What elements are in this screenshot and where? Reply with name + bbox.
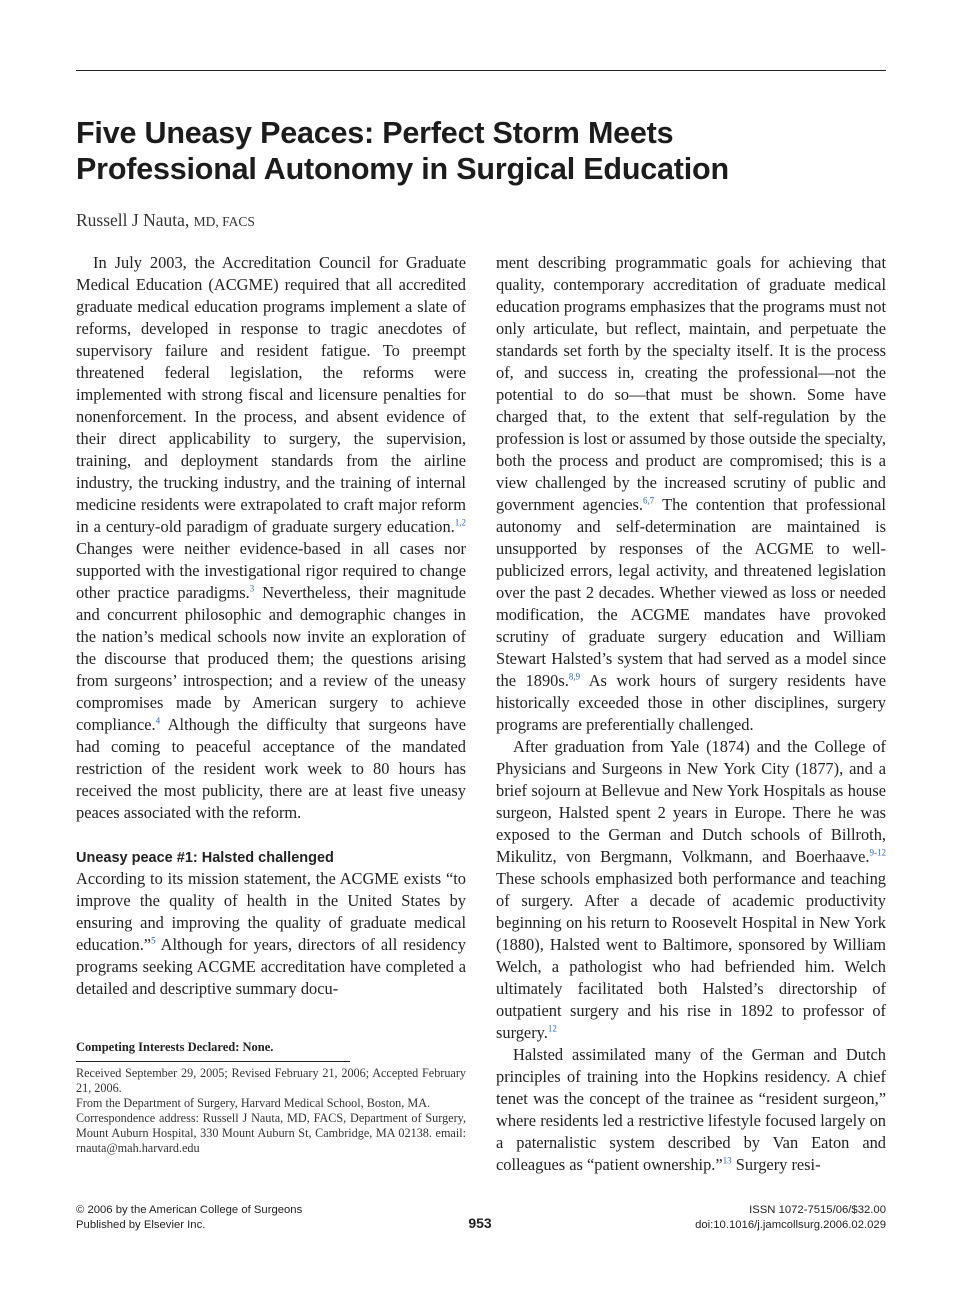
text-run: As work hours of surgery residents have historically exceeded those in other disciplines, surgery programs are preferentially challenged.: [496, 671, 886, 734]
footnote-rule: [76, 1061, 350, 1062]
text-run: Although the difficulty that surgeons have had coming to peaceful acceptance of the mandated restriction of the resident work week to 80 hours has received the most publicity, there are at least five uneasy peaces associated with the reform.: [76, 715, 466, 822]
copyright-line: © 2006 by the American College of Surgeons: [76, 1204, 303, 1216]
right-column: [496, 252, 886, 1176]
reference-link[interactable]: 6,7: [642, 495, 655, 506]
page-number: 953: [468, 1215, 492, 1231]
text-run: Surgery resi-: [731, 1155, 821, 1174]
doi-link[interactable]: doi:10.1016/j.jamcollsurg.2006.02.029: [695, 1219, 886, 1231]
text-run: Halsted assimilated many of the German and Dutch principles of training into the Hopkins residency. A chief tenet was the concept of the trainee as “resident surgeon,” where residents led a restrictive lifestyle focused largely on a paternalistic system described by Van Eaton and colleagues as “patient ownership.”: [496, 1045, 886, 1174]
article-title: [76, 115, 886, 187]
text-run: Changes were neither evidence-based in all cases nor supported with the investigational rigor required to change other practice paradigms.: [76, 539, 466, 602]
text-run: ment describing programmatic goals for achieving that quality, contemporary accreditation of graduate medical education programs emphasizes that the programs must not only articulate, but reflect, maintain, and perpetuate the standards set forth by the specialty itself. It is the process of, and success in, creating the professional—not the potential to do so—that must be shown. Some have charged that, to the extent that self-regulation by the profession is lost or assumed by those outside the specialty, both the process and product are compromised; this is a view challenged by the increased scrutiny of public and government agencies.: [496, 253, 886, 514]
author-name: Russell J Nauta,: [76, 210, 194, 230]
residency-paragraph: [496, 1044, 886, 1176]
reference-link[interactable]: 4: [155, 715, 161, 726]
text-run: These schools emphasized both performance and teaching of surgery. After a decade of academic productivity beginning on his return to Roosevelt Hospital in New York (1880), Halsted went to Baltimore, sponsored by William Welch, a pathologist who had befriended him. Welch ultimately facilitated both Halsted’s directorship of outpatient surgery and his rise in 1892 to professor of surgery.: [496, 869, 886, 1042]
halsted-paragraph: [496, 736, 886, 1044]
reference-link[interactable]: 3: [249, 583, 255, 594]
footer-right: [695, 1203, 886, 1233]
reference-link[interactable]: 5: [151, 935, 156, 946]
text-run: According to its mission statement, the ACGME exists “to improve the quality of health in the United States by ensuring and improving the quality of graduate medical education.”: [76, 869, 466, 954]
text-run: Nevertheless, their magnitude and concurrent philosophic and demographic changes in the nation’s medical schools now invite an exploration of the discourse that produced them; the questions arising from surgeons’ introspection; and a review of the uneasy compromises made by American surgery to achieve compliance.: [76, 583, 467, 734]
affiliation: From the Department of Surgery, Harvard Medical School, Boston, MA.: [76, 1096, 431, 1110]
reference-link[interactable]: 9-12: [869, 847, 886, 858]
text-run: In July 2003, the Accreditation Council for Graduate Medical Education (ACGME) required that all accredited graduate medical education programs implement a slate of reforms, developed in response to tragic anecdotes of supervisory failure and resident fatigue. To preempt threatened federal legislation, the reforms were implemented with strong fiscal and licensure penalties for nonenforcement. In the process, and absent evidence of their direct applicability to surgery, the supervision, training, and deployment standards from the airline industry, the trucking industry, and the training of internal medicine residents were extrapolated to craft major reform in a century-old paradigm of graduate surgery education.: [76, 253, 466, 536]
author-credentials: MD, FACS: [193, 214, 255, 229]
footnotes: [76, 1066, 466, 1156]
text-run: The contention that professional autonomy and self-determination are maintained is unsupported by responses of the ACGME to well-publicized errors, legal activity, and threatened legislation over the past 2 decades. Whether viewed as loss or needed modification, the ACGME mandates have provoked scrutiny of graduate surgery education and William Stewart Halsted’s system that had served as a model since the 1890s.: [496, 495, 886, 690]
reference-link[interactable]: 8,9: [568, 671, 581, 682]
issn-line: ISSN 1072-7515/06/$32.00: [749, 1204, 886, 1216]
section-paragraph: [76, 868, 466, 1000]
received-dates: Received September 29, 2005; Revised February 21, 2006; Accepted February 21, 2006.: [76, 1066, 466, 1095]
reference-link[interactable]: 13: [722, 1155, 732, 1166]
title-line-2: Professional Autonomy in Surgical Education: [76, 152, 729, 186]
competing-interests: Competing Interests Declared: None.: [76, 1040, 274, 1054]
reference-link[interactable]: 12: [547, 1023, 557, 1034]
author-byline: [76, 210, 255, 231]
correspondence-address: Correspondence address: Russell J Nauta, MD, FACS, Department of Surgery, Mount Auburn Hospital, 330 Mount Auburn St, Cambridge, MA 02138. email: rnauta@mah.harvard.edu: [76, 1111, 466, 1155]
text-run: Although for years, directors of all residency programs seeking ACGME accreditation have completed a detailed and descriptive summary docu-: [76, 935, 466, 998]
text-run: After graduation from Yale (1874) and the College of Physicians and Surgeons in New York City (1877), and a brief sojourn at Bellevue and New York Hospitals as house surgeon, Halsted spent 2 years in Europe. There he was exposed to the German and Dutch schools of Billroth, Mikulitz, von Bergmann, Volkmann, and Boerhaave.: [496, 737, 886, 866]
intro-paragraph: [76, 252, 466, 824]
left-column: [76, 252, 466, 1000]
reference-link[interactable]: 1,2: [454, 517, 466, 528]
section-heading: Uneasy peace #1: Halsted challenged: [76, 850, 334, 866]
publisher-line: Published by Elsevier Inc.: [76, 1219, 206, 1231]
title-line-1: Five Uneasy Peaces: Perfect Storm Meets: [76, 116, 674, 150]
continued-paragraph: [496, 252, 886, 736]
top-rule: [76, 70, 886, 71]
